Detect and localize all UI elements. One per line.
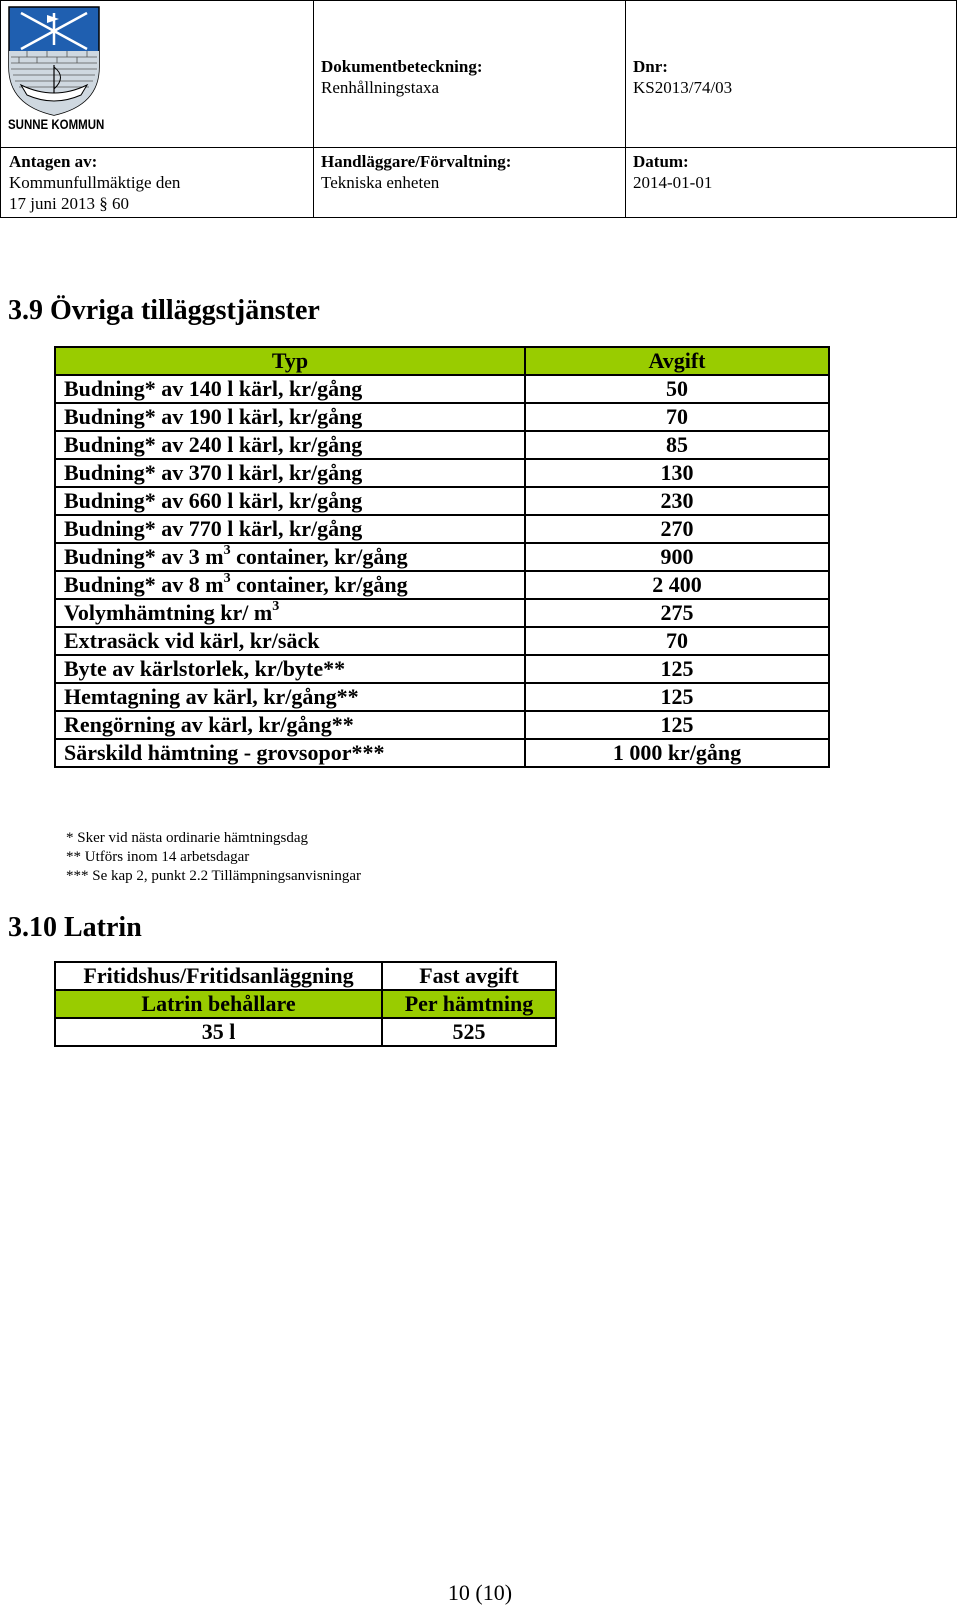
administrator-value: Tekniska enheten [321,173,440,192]
header-divider [313,1,314,217]
row-type-text: Budning* av 3 m [64,544,224,569]
table-row [55,683,829,711]
administrator [321,151,511,193]
row-type-text: Volymhämtning kr/ m [64,600,273,625]
row-type: Budning* av 190 l kärl, kr/gång [55,403,525,431]
row-fee: 230 [525,487,829,515]
table-row [55,571,829,599]
table-row [55,431,829,459]
table-row [55,599,829,627]
document-designation-value: Renhållningstaxa [321,78,440,97]
superscript: 3 [223,542,231,558]
row-fee: 900 [525,543,829,571]
row-fee: 270 [525,515,829,543]
row-fee: 125 [525,683,829,711]
row-type: Budning* av 660 l kärl, kr/gång [55,487,525,515]
document-designation-label: Dokumentbeteckning: [321,57,483,76]
row-type-text: Budning* av 8 m [64,572,224,597]
section-heading-3-10 [8,912,142,944]
municipality-logo [7,5,103,133]
adopted-by [9,151,180,214]
latrin-cell: Latrin behållare [55,990,382,1018]
row-type: Budning* av 370 l kärl, kr/gång [55,459,525,487]
footnotes [66,829,361,886]
date-value: 2014-01-01 [633,173,713,192]
adopted-by-date: 17 juni 2013 § 60 [9,194,129,213]
table-header-row [55,347,829,375]
row-fee: 70 [525,403,829,431]
row-type [55,543,525,571]
row-type: Hemtagning av kärl, kr/gång** [55,683,525,711]
date-label: Datum: [633,152,689,171]
dnr-value: KS2013/74/03 [633,78,733,97]
header-divider [625,1,626,217]
page-number: 10 (10) [447,1580,513,1605]
column-header-type: Typ [55,347,525,375]
table-row [55,655,829,683]
row-fee: 125 [525,711,829,739]
row-fee: 1 000 kr/gång [525,739,829,767]
table-row [55,739,829,767]
administrator-label: Handläggare/Förvaltning: [321,152,512,171]
table-row [55,962,556,990]
footnote: *** Se kap 2, punkt 2.2 Tillämpningsanvisningar [66,868,362,884]
row-fee: 70 [525,627,829,655]
superscript: 3 [223,570,231,586]
latrin-cell: 525 [382,1018,556,1046]
dnr [633,56,732,98]
latrin-cell: Per hämtning [382,990,556,1018]
row-type: Rengörning av kärl, kr/gång** [55,711,525,739]
latrin-cell: Fritidshus/Fritidsanläggning [55,962,382,990]
document-header [0,0,957,218]
row-type [55,599,525,627]
row-type-text: container, kr/gång [230,572,408,597]
row-fee: 125 [525,655,829,683]
latrin-cell: 35 l [55,1018,382,1046]
row-fee: 50 [525,375,829,403]
adopted-by-label: Antagen av: [9,152,98,171]
date [633,151,712,193]
table-row [55,487,829,515]
row-type: Budning* av 240 l kärl, kr/gång [55,431,525,459]
row-fee: 275 [525,599,829,627]
fees-table [54,346,830,768]
row-fee: 85 [525,431,829,459]
table-row [55,375,829,403]
logo-wordmark: SUNNE KOMMUN [8,116,105,132]
row-type: Särskild hämtning - grovsopor*** [55,739,525,767]
table-row [55,990,556,1018]
table-row [55,1018,556,1046]
section-heading-text: 3.10 Latrin [8,912,142,943]
row-type: Budning* av 140 l kärl, kr/gång [55,375,525,403]
section-heading-3-9: 3.9 Övriga tilläggstjänster [8,295,320,326]
row-type: Extrasäck vid kärl, kr/säck [55,627,525,655]
document-designation [321,56,483,98]
table-row [55,403,829,431]
table-row [55,627,829,655]
row-fee: 2 400 [525,571,829,599]
column-header-fee: Avgift [525,347,829,375]
table-row [55,515,829,543]
table-row [55,459,829,487]
superscript: 3 [272,598,280,614]
row-type [55,571,525,599]
footnote: * Sker vid nästa ordinarie hämtningsdag [66,830,309,846]
row-fee: 130 [525,459,829,487]
footnote: ** Utförs inom 14 arbetsdagar [66,849,250,865]
table-row [55,543,829,571]
adopted-by-value: Kommunfullmäktige den [9,173,181,192]
row-type-text: container, kr/gång [230,544,408,569]
dnr-label: Dnr: [633,57,668,76]
table-row [55,711,829,739]
header-divider [1,147,956,148]
row-type: Budning* av 770 l kärl, kr/gång [55,515,525,543]
latrin-cell: Fast avgift [382,962,556,990]
latrin-table [54,961,557,1047]
row-type: Byte av kärlstorlek, kr/byte** [55,655,525,683]
